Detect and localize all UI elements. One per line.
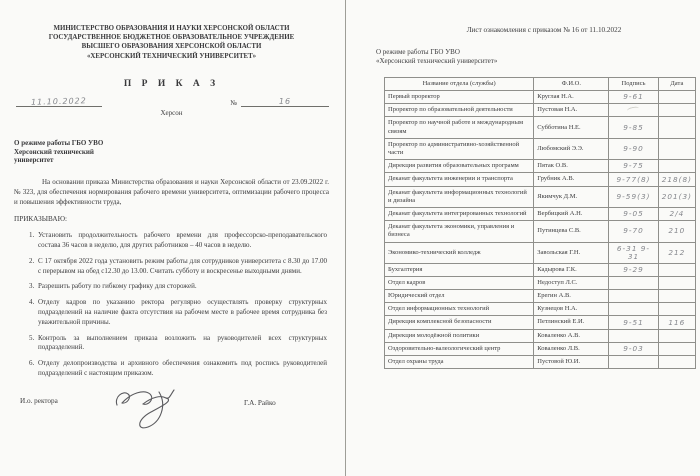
table-row [385,104,696,117]
order-items [36,231,327,379]
person-name-cell: Петлинский Е.И. [534,316,609,329]
person-name-cell: Кузнецов Н.А. [534,303,609,316]
department-cell: Оздоровительно-валеологический центр [385,342,534,355]
order-item: 3. Разрешить работу по гибкому графику для сторожей. [36,282,327,292]
order-subject [14,139,329,165]
department-cell: Отдел информационных технологий [385,303,534,316]
city-label: Херсон [160,108,183,117]
date-blank-line [16,97,102,107]
table-row [385,263,696,276]
department-cell: Проректор по научной работе и международным связям [385,117,534,138]
acknowledgment-page [346,0,700,476]
signature-cell: 9-85 [609,117,658,138]
number-blank-line [241,97,329,107]
faint-pencil-mark [627,106,640,113]
table-row [385,342,696,355]
person-name-cell: Кадырова Г.К. [534,263,609,276]
signature-row [14,389,329,439]
number-zone [230,97,329,107]
department-cell: Юридический отдел [385,290,534,303]
date-cell [658,160,695,173]
signature-cell: 9-29 [609,263,658,276]
department-cell: Деканат факультета инженерии и транспорта [385,173,534,186]
date-cell [658,290,695,303]
date-cell: 212 [658,242,695,263]
signature-cell: 9-77(8) [609,173,658,186]
date-cell [658,342,695,355]
signature-cell: 6-31 9-31 [609,242,658,263]
person-name-cell: Завольская Г.Н. [534,242,609,263]
person-name-cell: Коваленко А.В. [534,329,609,342]
department-cell: Дирекция развития образовательных программ [385,160,534,173]
date-cell [658,117,695,138]
org-line: «ХЕРСОНСКИЙ ТЕХНИЧЕСКИЙ УНИВЕРСИТЕТ» [86,52,257,60]
date-cell [658,91,695,104]
table-row [385,329,696,342]
column-header: Название отдела (службы) [385,77,534,90]
date-cell [658,263,695,276]
date-cell [658,276,695,289]
date-cell [658,356,695,369]
org-line: ГОСУДАРСТВЕННОЕ БЮДЖЕТНОЕ ОБРАЗОВАТЕЛЬНОЕ УЧРЕЖДЕНИЕ [48,34,295,42]
table-row [385,160,696,173]
order-preamble: На основании приказа Министерства образования и науки Херсонской области от 23.09.2022 г. № 323, для обеспечения нормирования рабочего времени университета, оптимизации рабочего процесса и повышения эффективности труда, [14,178,329,207]
subject-line: университет [14,156,54,165]
signer-name: Г.А. Райко [244,398,276,407]
date-number-row [14,97,329,123]
signature-cell [609,303,658,316]
org-line: ВЫСШЕГО ОБРАЗОВАНИЯ ХЕРСОНСКОЙ ОБЛАСТИ [81,43,262,51]
department-cell: Бухгалтерия [385,263,534,276]
table-row [385,316,696,329]
table-row [385,221,696,242]
signature-cell: 9-61 [609,91,658,104]
signature-cell: 9-05 [609,208,658,221]
order-item: 5. Контроль за выполнением приказа возложить на руководителей всех структурных подразделений. [36,334,327,354]
signature-cell [609,356,658,369]
person-name-cell: Недоступ Л.С. [534,276,609,289]
table-row [385,138,696,159]
ack-table-body [385,91,696,369]
signature-cell: 9-59(3) [609,186,658,207]
signature-cell [609,276,658,289]
table-row [385,303,696,316]
document-type-title: П Р И К А З [123,78,220,89]
signature-cell [609,104,658,117]
date-cell: 218(8) [658,173,695,186]
column-header: Подпись [609,77,658,90]
person-name-cell: Вербицкий А.Н. [534,208,609,221]
subject-line: О режиме работы ГБО УВО [376,48,460,56]
department-cell: Деканат факультета интегрированных технологий [385,208,534,221]
organization-header [14,24,329,61]
order-item: 6. Отделу делопроизводства и архивного обеспечения ознакомить под роспись руководителей подразделений с настоящим приказом. [36,359,327,379]
date-cell: 2/4 [658,208,695,221]
department-cell: Первый проректор [385,91,534,104]
person-name-cell: Якимчук Д.М. [534,186,609,207]
signature-cell: 9-75 [609,160,658,173]
department-cell: Деканат факультета информационных технологий и дизайна [385,186,534,207]
signature-cell: 9-03 [609,342,658,355]
subject-line: Херсонский технический [14,147,94,156]
date-cell: 210 [658,221,695,242]
department-cell: Деканат факультета экономики, управления и бизнеса [385,221,534,242]
handwritten-number: 16 [278,96,292,106]
subject-line: О режиме работы ГБО УВО [14,138,104,147]
signature-cell [609,290,658,303]
order-item: 2. С 17 октября 2022 года установить режим работы для сотрудников университета с 8.30 до 17.00 с перерывом на обед с12.30 до 13.00. Считать субботу и воскресенье выходными днями. [36,257,327,277]
person-name-cell: Субботина Н.Е. [534,117,609,138]
table-row [385,290,696,303]
date-cell [658,303,695,316]
table-row [385,117,696,138]
person-name-cell: Коваленко Л.В. [534,342,609,355]
date-cell: 201(3) [658,186,695,207]
subject-line: «Херсонский технический университет» [376,57,498,66]
signature-cell [609,329,658,342]
number-sign-label: № [230,98,237,107]
table-row [385,173,696,186]
person-name-cell: Грубник А.В. [534,173,609,186]
person-name-cell: Круглая Н.А. [534,91,609,104]
resolve-word: ПРИКАЗЫВАЮ: [14,215,67,224]
department-cell: Проректор по образовательной деятельности [385,104,534,117]
person-name-cell: Любомский Э.Э. [534,138,609,159]
acknowledgment-title: Лист ознакомления с приказом № 16 от 11.10.2022 [466,26,622,34]
order-page [0,0,346,476]
department-cell: Экономико-технический колледж [385,242,534,263]
table-row [385,356,696,369]
signature-cell: 9-51 [609,316,658,329]
signature-cell: 9-70 [609,221,658,242]
date-cell [658,138,695,159]
table-row [385,186,696,207]
department-cell: Проректор по административно-хозяйственной части [385,138,534,159]
rector-signature-flourish-icon [109,379,197,439]
column-header: Дата [658,77,695,90]
signature-cell: 9-90 [609,138,658,159]
person-name-cell: Пустовой Ю.И. [534,356,609,369]
org-line: МИНИСТЕРСТВО ОБРАЗОВАНИЯ И НАУКИ ХЕРСОНСКОЙ ОБЛАСТИ [53,25,290,32]
person-name-cell: Пятак О.В. [534,160,609,173]
acknowledgment-subject [376,48,694,67]
signer-title: И.о. ректора [20,396,58,405]
handwritten-date: 11.10.2022 [30,96,88,107]
acknowledgment-table [384,77,696,369]
person-name-cell: Ерегин А.В. [534,290,609,303]
order-item: 4. Отделу кадров по указанию ректора регулярно осуществлять проверку структурных подразделений на наличие факта отсутствия на рабочем месте в рабочее время сотрудника без уважительной причины. [36,298,327,327]
order-item: 1. Установить продолжительность рабочего времени для профессорско-преподавательского состава 36 часов в неделю, для других работников – 40 часов в неделю. [36,231,327,251]
table-row [385,208,696,221]
department-cell: Отдел охраны труда [385,356,534,369]
table-row [385,91,696,104]
person-name-cell: Путинцева С.В. [534,221,609,242]
person-name-cell: Пустовая Н.А. [534,104,609,117]
date-cell: 116 [658,316,695,329]
date-cell [658,104,695,117]
table-row [385,242,696,263]
date-cell [658,329,695,342]
department-cell: Отдел кадров [385,276,534,289]
department-cell: Дирекция молодёжной политики [385,329,534,342]
table-row [385,276,696,289]
column-header: Ф.И.О. [534,77,609,90]
ack-table-head-row [385,77,696,90]
department-cell: Дирекция комплексной безопасности [385,316,534,329]
